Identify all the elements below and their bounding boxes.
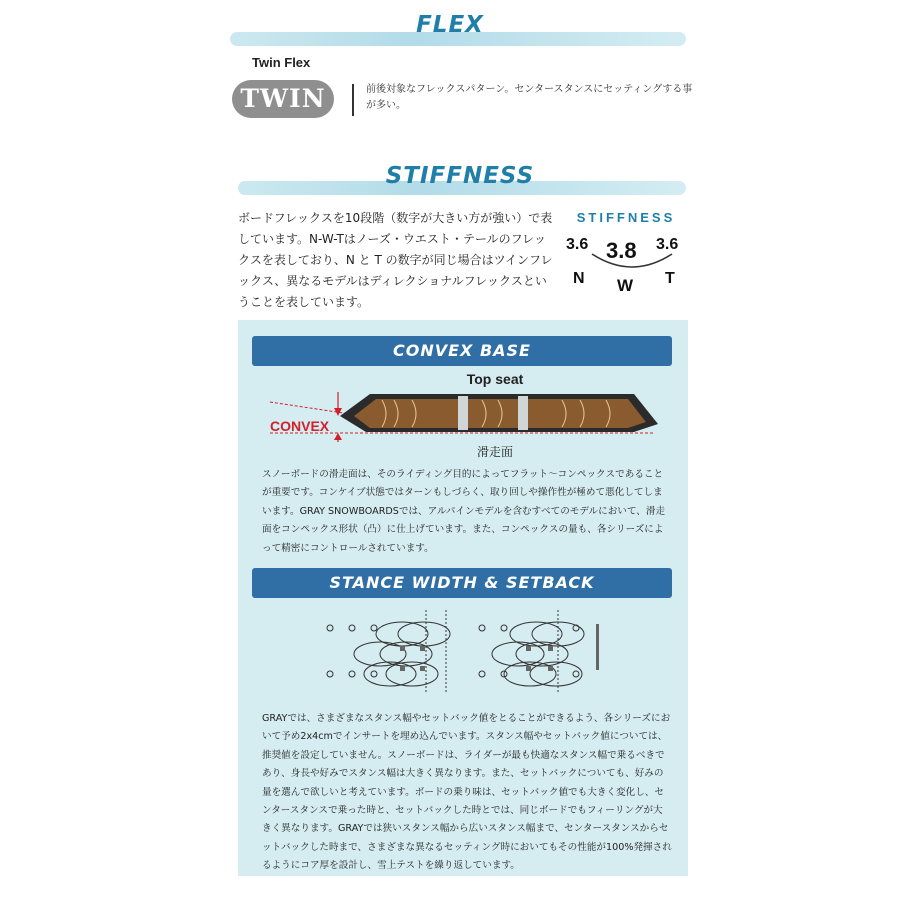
flex-title: FLEX — [416, 12, 484, 38]
stance-banner: STANCE WIDTH & SETBACK — [252, 568, 672, 598]
convex-label: CONVEX — [270, 418, 330, 434]
nose-value: 3.6 — [566, 236, 589, 253]
flex-type-label: Twin Flex — [252, 55, 311, 70]
stance-description: GRAYでは、さまざまなスタンス幅やセットバック値をとることができるよう、各シリーズにおいて予め2x4cmでインサートを埋め込んでいます。スタンス幅やセットバック値については、推奨値を設定していません。スノーボードは、ライダーが最も快適なスタンス幅で乗るべきであり、身長や好みでスタンス幅は大きく異なります。また、セットバックについても、好みの量を選んで欲しいと考えています。ボードの乗り味は、セットバック値でも大きく変化し、センタースタンスで乗った時と、セットバックした時とでは、同じボードでもフィーリングが大きく異なります。GRAYでは狭いスタンス幅から広いスタンス幅まで、センタースタンスからセットバックした時まで、さまざまな異なるセッティング時においてもその性能が100%発揮されるようにコア厚を設計し、雪上テストを繰り返しています。 — [262, 713, 672, 872]
tail-label: T — [665, 270, 675, 287]
divider — [352, 84, 354, 116]
tail-value: 3.6 — [656, 236, 679, 253]
nose-label: N — [573, 270, 585, 287]
waist-label: W — [617, 276, 634, 295]
twin-logo: TWIN — [232, 80, 334, 118]
waist-value: 3.8 — [606, 238, 637, 263]
stiffness-graphic-title: STIFFNESS — [576, 210, 676, 225]
convex-base-banner: CONVEX BASE — [252, 336, 672, 366]
stiffness-title: STIFFNESS — [385, 163, 535, 189]
convex-description: スノーボードの滑走面は、そのライディング目的によってフラット〜コンペックスであることが重要です。コンケイブ状態ではターンもしづらく、取り回しや操作性が極めて悪化してしまいます。GRAY SNOWBOARDSでは、アルパインモデルを含むすべてのモデルにおいて、滑走面をコンペックス形状（凸）に仕上げています。また、コンペックスの量も、各シリーズによって精密にコントロールされています。 — [262, 469, 666, 554]
top-seat-label: Top seat — [466, 371, 524, 387]
stiffness-description: ボードフレックスを10段階（数字が大きい方が強い）で表しています。N-W-Tはノーズ・ウエスト・テールのフレックスを表しており、N と T の数字が同じ場合はツインフレックス、異なるモデルはディレクショナルフレックスということを表しています。 — [238, 211, 553, 309]
stance-insert-diagram — [320, 604, 620, 696]
flex-description: 前後対象なフレックスパターン。センタースタンスにセッティングする事が多い。 — [366, 84, 693, 111]
stiffness-curve — [590, 252, 674, 276]
base-label: 滑走面 — [476, 445, 513, 459]
